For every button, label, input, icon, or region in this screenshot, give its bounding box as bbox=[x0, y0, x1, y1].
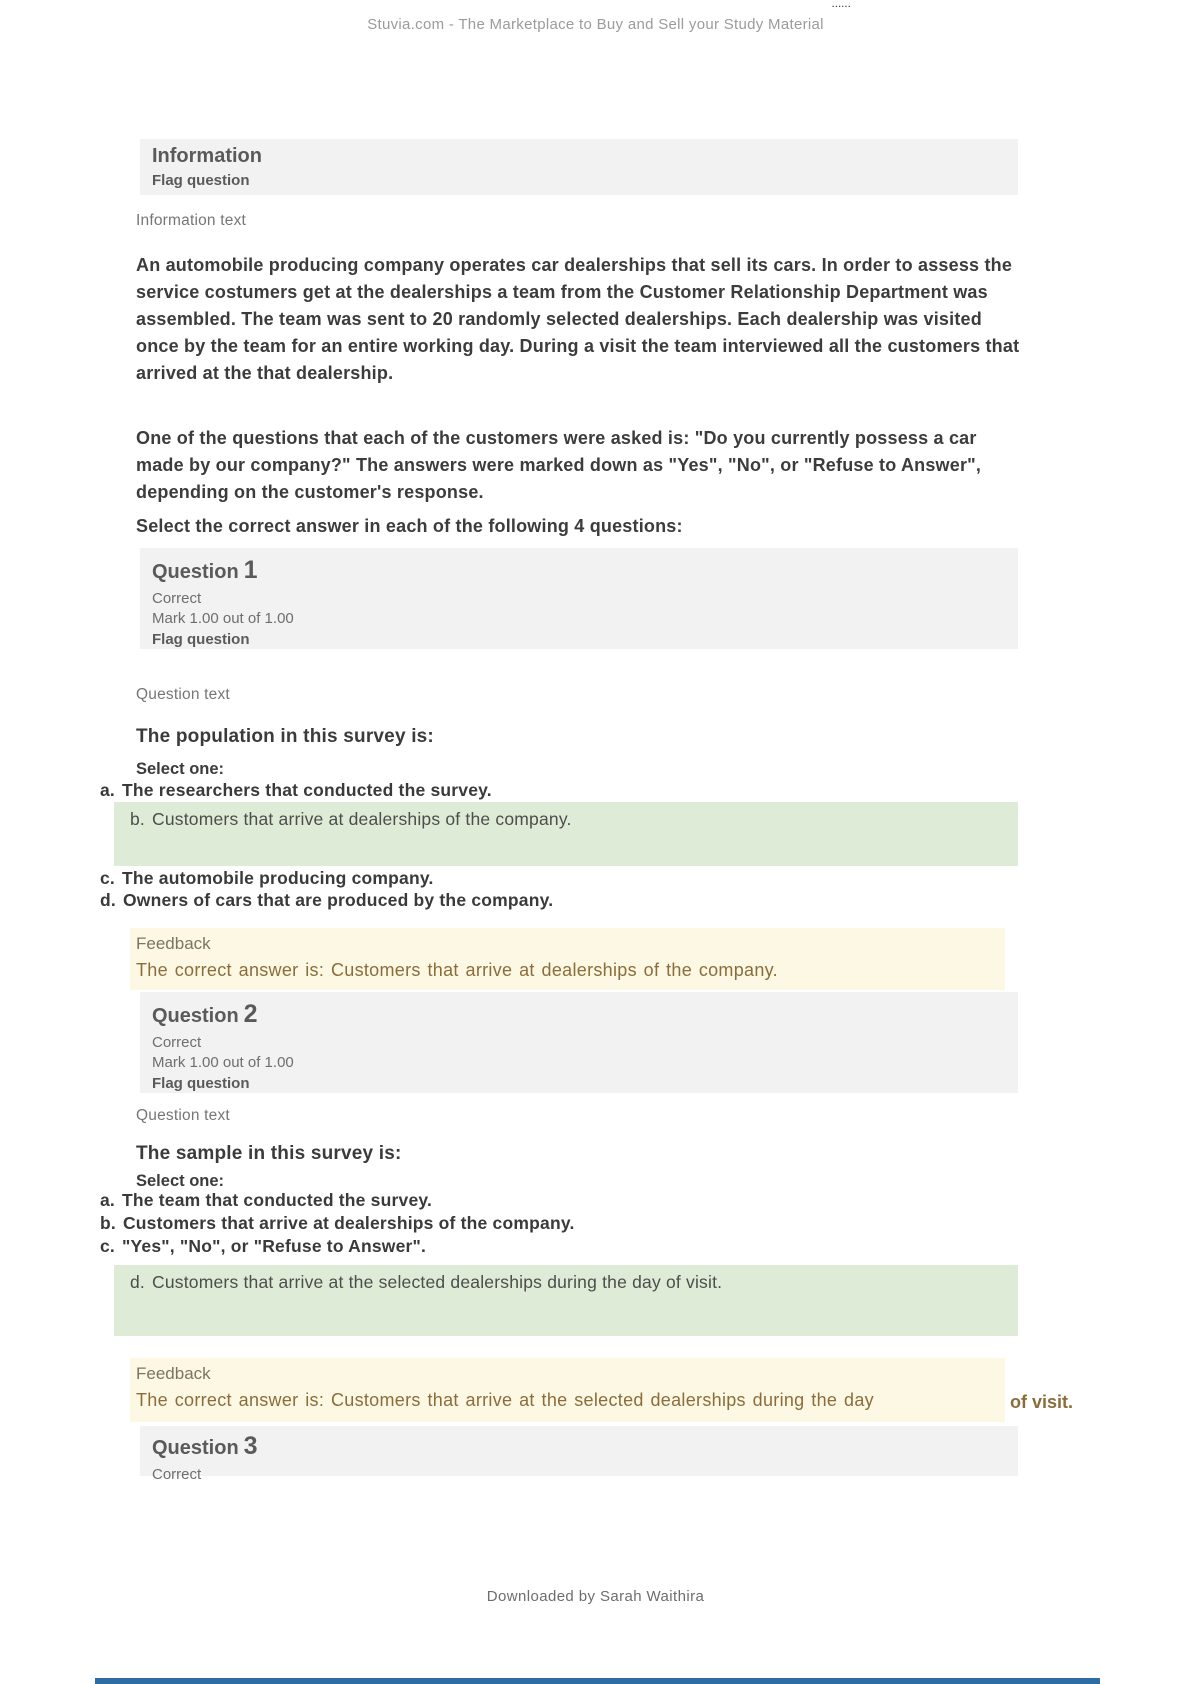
question2-text-label: Question text bbox=[136, 1107, 230, 1124]
feedback-label: Feedback bbox=[136, 934, 211, 953]
feedback-label: Feedback bbox=[136, 1364, 211, 1383]
question1-title-row bbox=[152, 556, 1018, 585]
question1-header-block bbox=[140, 548, 1018, 649]
question2-header-block bbox=[140, 992, 1018, 1093]
feedback-overflow-text: of visit. bbox=[1010, 1392, 1074, 1412]
top-trim-mark: ...... bbox=[832, 0, 852, 9]
option-letter: c. bbox=[100, 1236, 115, 1256]
option-text: "Yes", "No", or "Refuse to Answer". bbox=[122, 1236, 427, 1256]
option-letter: a. bbox=[100, 780, 115, 800]
option-letter: d. bbox=[100, 890, 116, 910]
question1-number: 1 bbox=[243, 556, 258, 584]
option-text: Owners of cars that are produced by the company. bbox=[122, 890, 554, 910]
option-letter: c. bbox=[100, 868, 115, 888]
information-paragraph-2: One of the questions that each of the customers were asked is: "Do you currently possess a car made by our company?" The answers were marked down as "Yes", "No", or "Refuse to Answer", depending on the customer's response. bbox=[136, 428, 982, 502]
option-letter: d. bbox=[130, 1272, 145, 1292]
information-title: Information bbox=[152, 145, 262, 167]
site-header: Stuvia.com - The Marketplace to Buy and Sell your Study Material bbox=[367, 16, 824, 33]
question2-select-one-label: Select one: bbox=[136, 1172, 225, 1190]
question3-title-row bbox=[152, 1432, 1018, 1461]
option-text: Customers that arrive at the selected dealerships during the day of visit. bbox=[152, 1272, 723, 1292]
question1-title: Question bbox=[152, 561, 239, 583]
option-text: The researchers that conducted the survey. bbox=[122, 780, 492, 800]
information-flag-question-label: Flag question bbox=[152, 172, 250, 189]
question1-select-one-label: Select one: bbox=[136, 760, 225, 778]
option-text: Customers that arrive at dealerships of the company. bbox=[122, 1213, 575, 1233]
option-text: The team that conducted the survey. bbox=[122, 1190, 433, 1210]
feedback-text: The correct answer is: Customers that arrive at dealerships of the company. bbox=[136, 960, 778, 980]
option-text: The automobile producing company. bbox=[122, 868, 434, 888]
question1-flag-question-label: Flag question bbox=[152, 631, 250, 648]
question1-option-b-correct bbox=[114, 802, 1018, 866]
question2-option-d-correct bbox=[114, 1265, 1018, 1336]
question1-prompt: The population in this survey is: bbox=[136, 726, 434, 747]
question2-title: Question bbox=[152, 1005, 239, 1027]
question3-header-block bbox=[140, 1426, 1018, 1483]
question3-status: Correct bbox=[152, 1466, 202, 1483]
question1-status: Correct bbox=[152, 590, 202, 607]
question2-status: Correct bbox=[152, 1034, 202, 1051]
question1-mark: Mark 1.00 out of 1.00 bbox=[152, 610, 294, 627]
information-paragraph-3: Select the correct answer in each of the following 4 questions: bbox=[136, 516, 683, 536]
information-paragraph-1: An automobile producing company operates car dealerships that sell its cars. In order to assess the service costumers get at the dealerships a team from the Customer Relationship Department was assembled. The team was sent to 20 randomly selected dealerships. Each dealership was visited once by the team for an entire working day. During a visit the team interviewed all the customers that arrived at the that dealership. bbox=[136, 255, 1020, 383]
question2-option-a bbox=[100, 1190, 432, 1211]
information-block bbox=[140, 139, 1018, 195]
question3-number: 3 bbox=[243, 1432, 258, 1460]
question2-number: 2 bbox=[243, 1000, 258, 1028]
question2-feedback-block bbox=[130, 1358, 1074, 1422]
question1-option-c bbox=[100, 868, 434, 889]
option-text: Customers that arrive at dealerships of the company. bbox=[152, 809, 572, 829]
page-footer: Downloaded by Sarah Waithira bbox=[486, 1588, 705, 1605]
question2-option-b bbox=[100, 1213, 575, 1234]
question1-text-label: Question text bbox=[136, 686, 230, 703]
question2-title-row bbox=[152, 1000, 1018, 1029]
question1-option-d bbox=[100, 890, 553, 911]
option-letter: b. bbox=[130, 809, 145, 829]
question1-feedback-block bbox=[130, 928, 1005, 990]
option-letter: a. bbox=[100, 1190, 115, 1210]
question1-option-a bbox=[100, 780, 492, 801]
question2-flag-question-label: Flag question bbox=[152, 1075, 250, 1092]
option-letter: b. bbox=[100, 1213, 116, 1233]
bottom-accent-bar bbox=[95, 1678, 1100, 1684]
question2-prompt: The sample in this survey is: bbox=[136, 1143, 402, 1164]
information-text-label: Information text bbox=[136, 212, 247, 229]
question2-mark: Mark 1.00 out of 1.00 bbox=[152, 1054, 294, 1071]
question2-option-c bbox=[100, 1236, 426, 1257]
question3-title: Question bbox=[152, 1437, 239, 1459]
feedback-text: The correct answer is: Customers that arrive at the selected dealerships during the day bbox=[136, 1390, 874, 1410]
